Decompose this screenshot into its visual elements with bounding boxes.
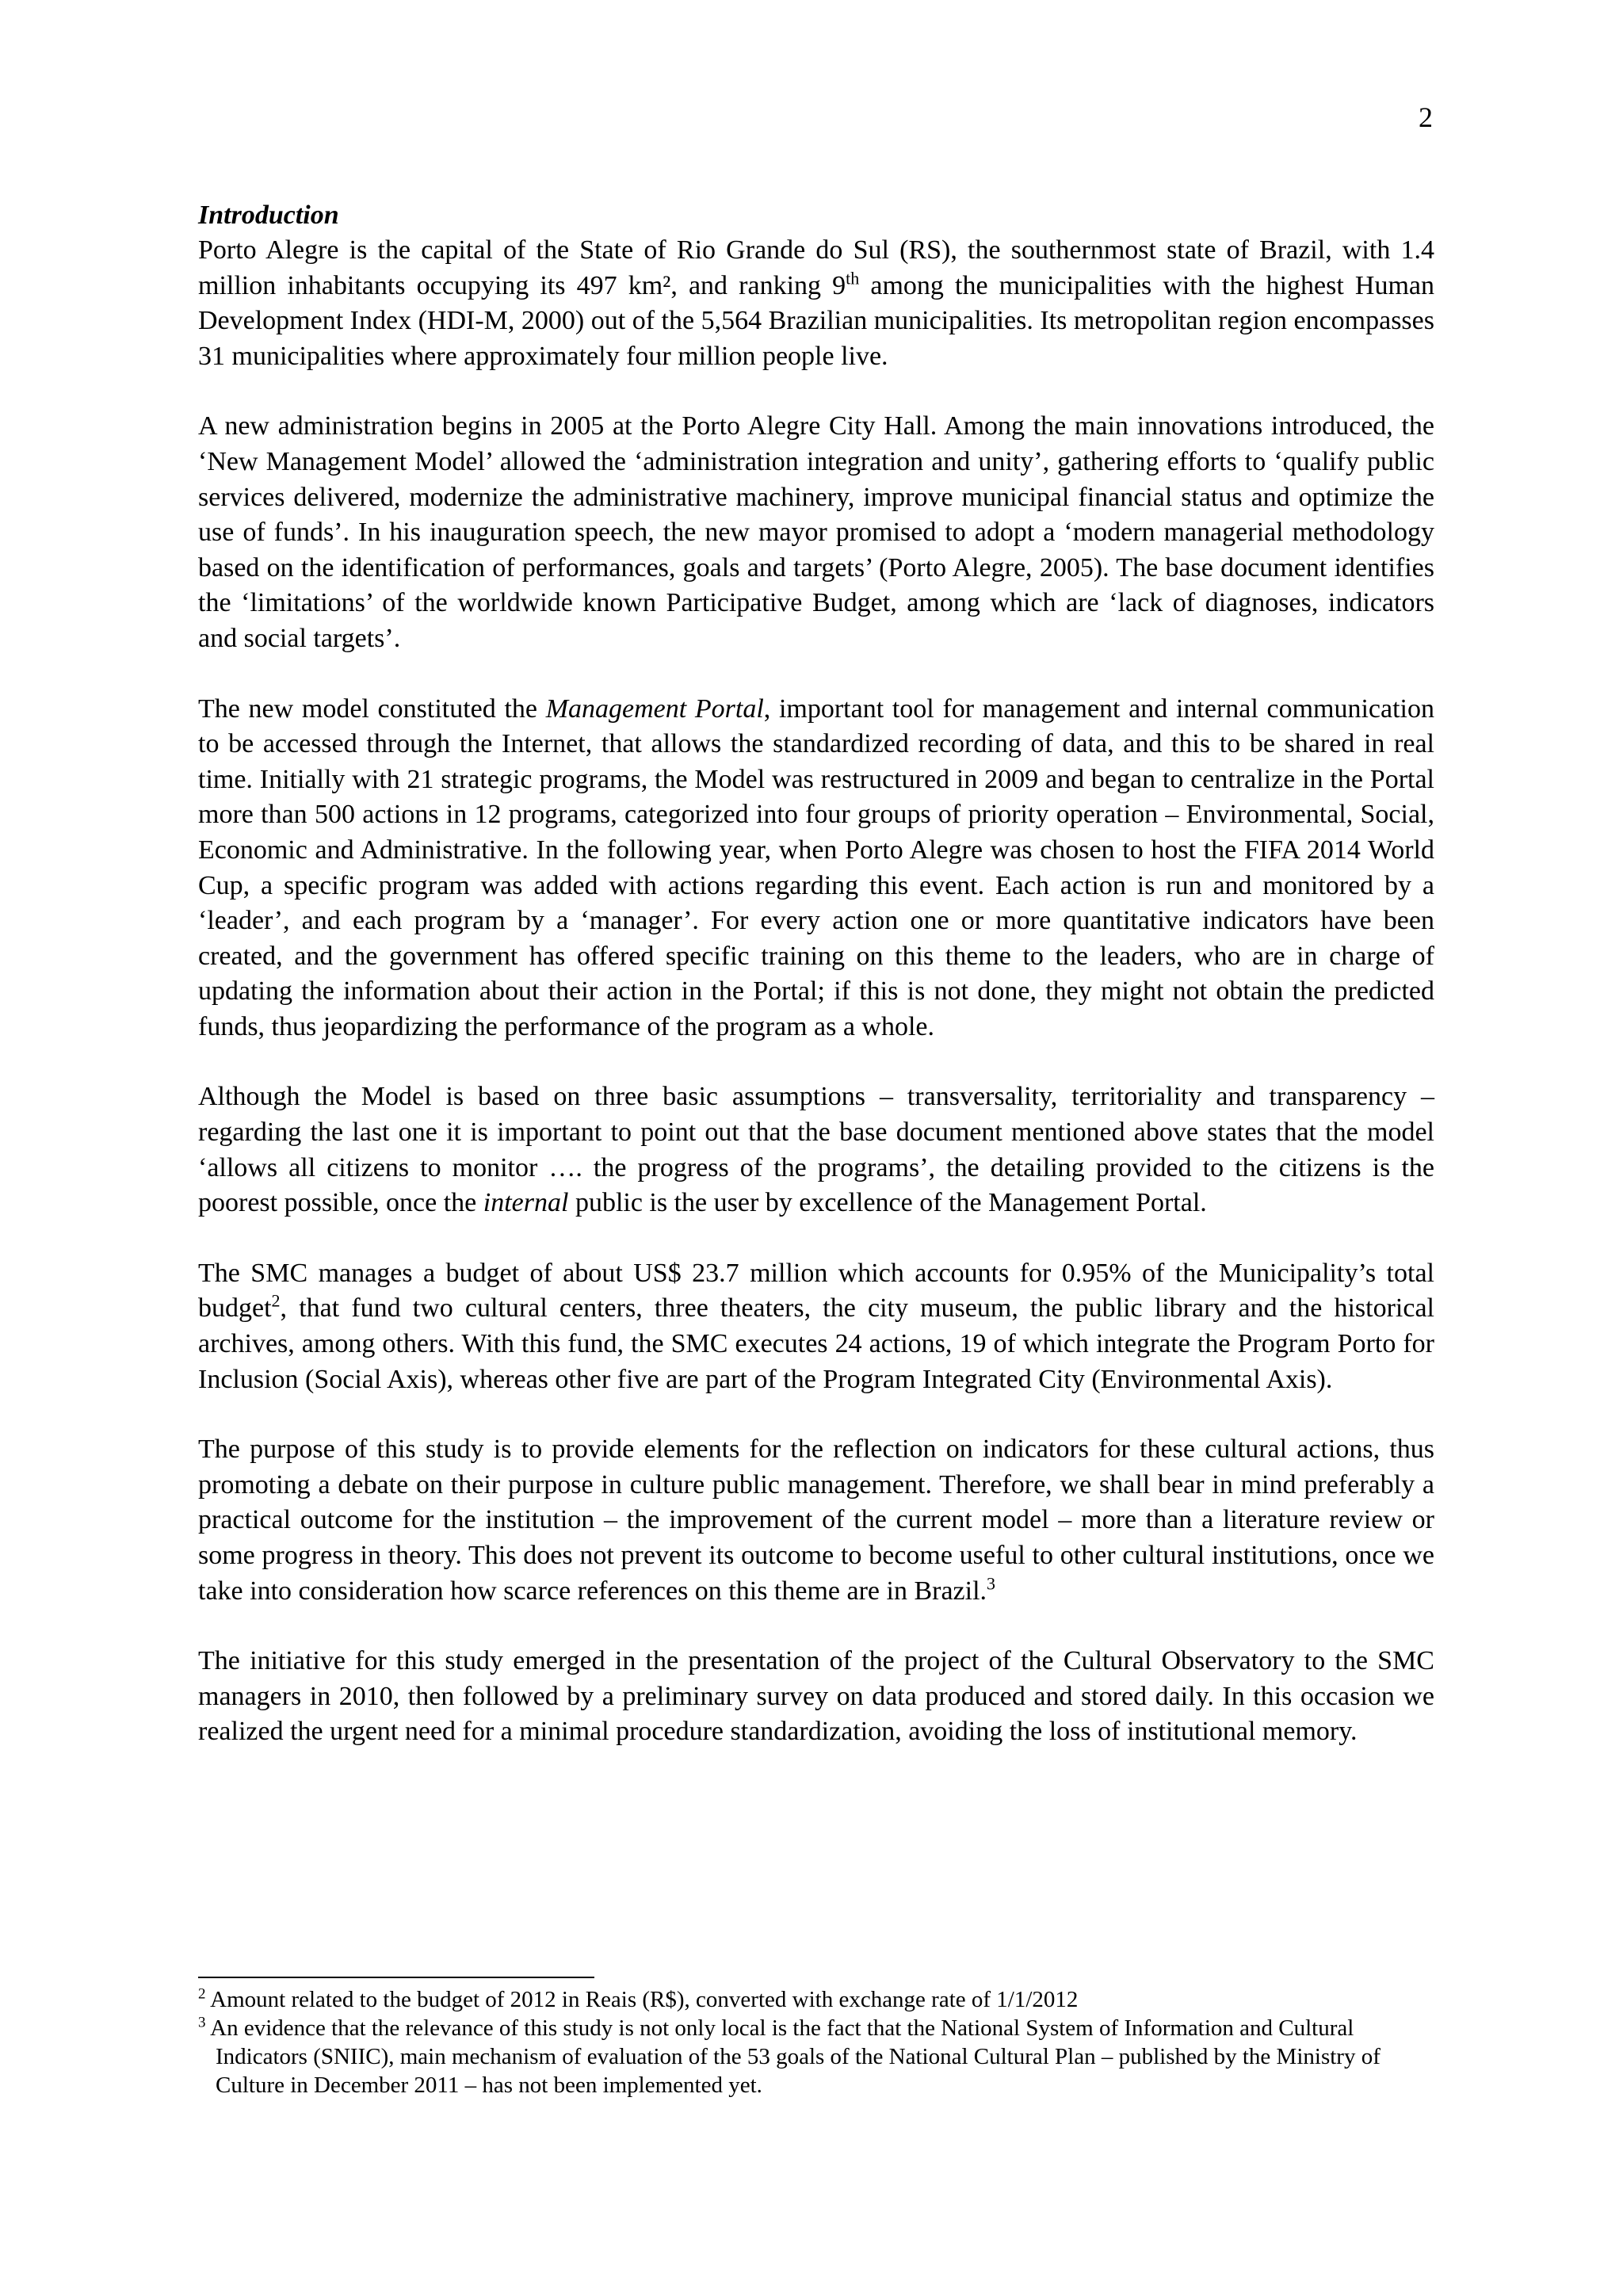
footnote-mark: 2 <box>198 1985 206 2003</box>
paragraph-3-text-b: , important tool for management and internal communication to be accessed through the Internet, that allows the standardized recording of data, and this to be shared in real time. Initially with 21 strategic programs, the Model was restructured in 2009 and began to centralize in the Portal more than 500 actions in 12 programs, categorized into four groups of priority operation – Environmental, Social, Economic and Administrative. In the following year, when Porto Alegre was chosen to host the FIFA 2014 World Cup, a specific program was added with actions regarding this event. Each action is run and monitored by a ‘leader’, and each program by a ‘manager’. For every action one or more quantitative indicators have been created, and the government has offered specific training on this theme to the leaders, who are in charge of updating the information about their action in the Portal; if this is not done, they might not obtain the predicted funds, thus jeopardizing the performance of the program as a whole. <box>198 693 1434 1041</box>
paragraph-4-text-b: public is the user by excellence of the Management Portal. <box>568 1188 1207 1218</box>
paragraph-4-text-a: Although the Model is based on three basic assumptions – transversality, territoriality and transparency – regarding the last one it is important to point out that the base document mentioned above states that the model ‘allows all citizens to monitor …. the progress of the programs’, the detailing provided to the citizens is the poorest possible, once the <box>198 1082 1434 1218</box>
internal-emphasis: internal <box>483 1188 569 1218</box>
paragraph-7: The initiative for this study emerged in the presentation of the project of the Cultural Observatory to the SMC managers in 2010, then followed by a preliminary survey on data produced and stored daily. In this occasion we realized the urgent need for a minimal procedure standardization, avoiding the loss of institutional memory. <box>198 1646 1434 1747</box>
paragraph-5-text-a: The SMC manages a budget of about US$ 23.7 million which accounts for 0.95% of the Municipality’s total budget <box>198 1258 1434 1324</box>
paragraph-6-text-a: The purpose of this study is to provide elements for the reflection on indicators for these cultural actions, thus promoting a debate on their purpose in culture public management. Therefore, we shall bear in mind preferably a practical outcome for the institution – the improvement of the current model – more than a literature review or some progress in theory. This does not prevent its outcome to become useful to other cultural institutions, once we take into consideration how scarce references on this theme are in Brazil. <box>198 1435 1434 1606</box>
paragraph-5-text-b: , that fund two cultural centers, three theaters, the city museum, the public library and the historical archives, among others. With this fund, the SMC executes 24 actions, 19 of which integrate the Program Porto for Inclusion (Social Axis), whereas other five are part of the Program Integrated City (Environmental Axis). <box>198 1293 1434 1394</box>
footnotes <box>198 1985 1434 2099</box>
footnote-mark: 3 <box>198 2014 206 2031</box>
paragraph-6 <box>198 1432 1434 1609</box>
paragraph-3 <box>198 692 1434 1045</box>
body-text <box>198 198 1434 1750</box>
footnote-3 <box>198 2014 1434 2099</box>
footnote-text: An evidence that the relevance of this study is not only local is the fact that the National System of Information and Cultural Indicators (SNIIC), main mechanism of evaluation of the 53 goals of the National Cultural Plan – published by the Ministry of Culture in December 2011 – has not been implemented yet. <box>205 2015 1381 2098</box>
footnote-ref-2: 2 <box>271 1291 281 1312</box>
paragraph-1 <box>198 233 1434 374</box>
footnote-ref-3: 3 <box>987 1573 996 1594</box>
superscript-th: th <box>846 268 860 288</box>
section-heading: Introduction <box>198 201 339 230</box>
paragraph-1-text-b: among the municipalities with the highest Human Development Index (HDI-M, 2000) out of the 5,564 Brazilian municipalities. Its metropolitan region encompasses 31 municipalities where approximately four million people live. <box>198 270 1434 371</box>
page-number: 2 <box>1419 101 1433 133</box>
paragraph-1-text-a: Porto Alegre is the capital of the State of Rio Grande do Sul (RS), the southernmost state of Brazil, with 1.4 million inhabitants occupying its 497 km², and ranking 9 <box>198 235 1434 300</box>
footnote-2 <box>198 1985 1434 2014</box>
footnote-separator <box>198 1977 594 1978</box>
paragraph-4 <box>198 1079 1434 1221</box>
footnote-text: Amount related to the budget of 2012 in Reais (R$), converted with exchange rate of 1/1/2012 <box>205 1987 1079 2012</box>
paragraph-5 <box>198 1256 1434 1397</box>
management-portal-emphasis: Management Portal <box>545 693 764 724</box>
paragraph-3-text-a: The new model constituted the <box>198 693 546 724</box>
paragraph-2: A new administration begins in 2005 at the Porto Alegre City Hall. Among the main innovations introduced, the ‘New Management Model’ allowed the ‘administration integration and unity’, gathering efforts to ‘qualify public services delivered, modernize the administrative machinery, improve municipal financial status and optimize the use of funds’. In his inauguration speech, the new mayor promised to adopt a ‘modern managerial methodology based on the identification of performances, goals and targets’ (Porto Alegre, 2005). The base document identifies the ‘limitations’ of the worldwide known Participative Budget, among which are ‘lack of diagnoses, indicators and social targets’. <box>198 411 1434 653</box>
